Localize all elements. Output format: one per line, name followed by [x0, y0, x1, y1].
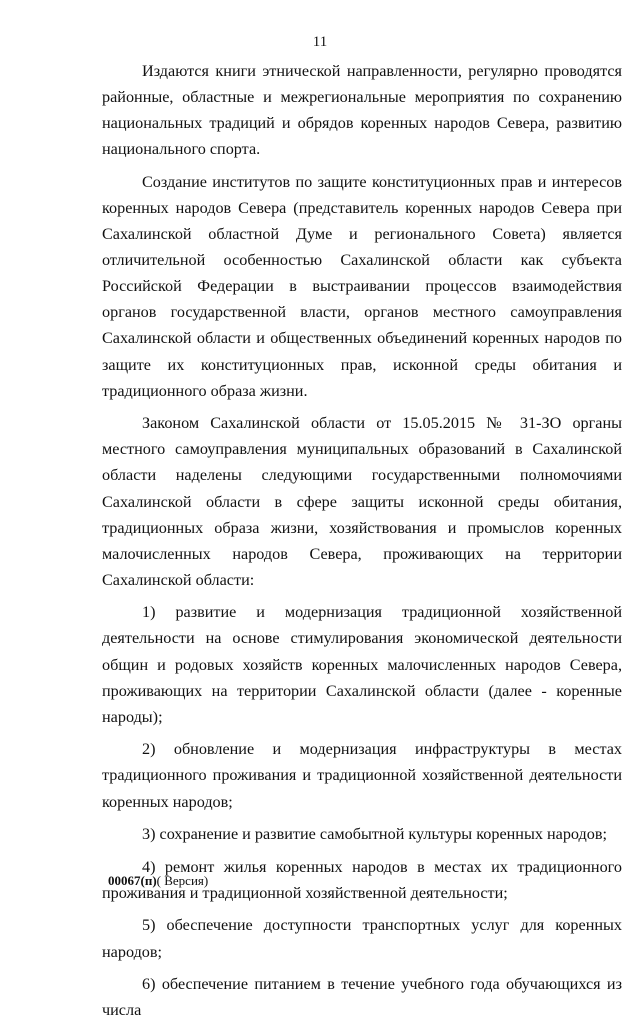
page-number: 11	[312, 34, 328, 50]
paragraph: Законом Сахалинской области от 15.05.2015 № 31-ЗО органы местного самоуправления муниципальных образований в Сахалинской области наделены следующими государственными полномочиями Сахалинской области в сфере защиты исконной среды обитания, традиционных образа жизни, хозяйствования и промыслов коренных малочисленных народов Севера, проживающих на территории Сахалинской области:	[102, 414, 622, 589]
list-item: 6) обеспечение питанием в течение учебного года обучающихся из числа	[102, 975, 622, 1020]
paragraph: Создание институтов по защите конституционных прав и интересов коренных народов Севера (представитель коренных народов Севера при Сахалинской областной Думе и регионального Совета) является отличительной особенностью Сахалинской области как субъекта Российской Федерации в выстраивании процессов взаимодействия органов государственной власти, органов местного самоуправления Сахалинской области и общественных объединений коренных народов по защите их конституционных прав, исконной среды обитания и традиционного образа жизни.	[102, 172, 622, 400]
document-footer	[108, 873, 208, 889]
paragraph: Издаются книги этнической направленности, регулярно проводятся районные, областные и межрегиональные мероприятия по сохранению национальных традиций и обрядов коренных народов Севера, развитию национального спорта.	[102, 62, 622, 159]
list-item: 2) обновление и модернизация инфраструктуры в местах традиционного проживания и традиционной хозяйственной деятельности коренных народов;	[102, 740, 622, 811]
list-item: 5) обеспечение доступности транспортных услуг для коренных народов;	[102, 916, 622, 961]
document-code: 00067(п)	[108, 873, 157, 888]
list-item: 4) ремонт жилья коренных народов в местах их традиционного проживания и традиционной хозяйственной деятельности;	[102, 857, 622, 902]
list-item: 3) сохранение и развитие самобытной культуры коренных народов;	[142, 825, 608, 844]
version-label: ( Версия)	[156, 873, 209, 888]
list-item: 1) развитие и модернизация традиционной хозяйственной деятельности на основе стимулирования экономической деятельности общин и родовых хозяйств коренных малочисленных народов Севера, проживающих на территории Сахалинской области (далее - коренные народы);	[102, 603, 622, 726]
